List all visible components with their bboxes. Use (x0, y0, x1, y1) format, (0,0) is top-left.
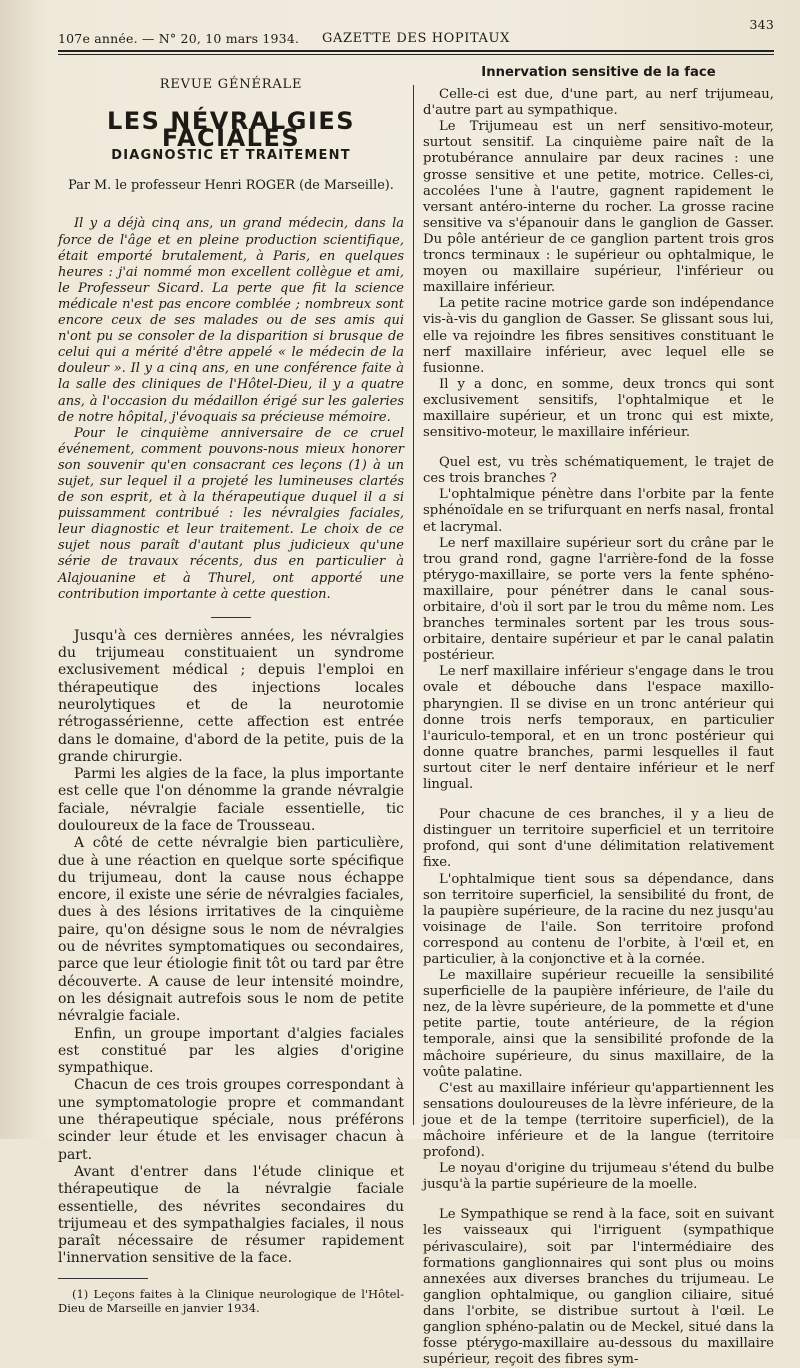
header-rule-thin (58, 54, 774, 55)
paragraph-gap (423, 441, 774, 455)
body-paragraph: Celle-ci est due, d'une part, au nerf trijumeau, d'autre part au sympathique. (423, 87, 774, 119)
issue-info: 107e année. — N° 20, 10 mars 1934. (58, 31, 300, 46)
intro-paragraph: Il y a déjà cinq ans, un grand médecin, dans la force de l'âge et en pleine production scientifique, était emporté brutalement, à Paris, en quelques heures : j'ai nommé mon excellent collègue et ami, le Professeur Sicard. La perte que fit la science médicale n'est pas encore comblée ; nombreux sont encore ceux de ses malades ou de ses amis qui n'ont pu se consoler de la disparition si brusque de celui qui a mérité d'être appelé « le médecin de la douleur ». Il y a cinq ans, en une conférence faite à la salle des cliniques de l'Hôtel-Dieu, il y a quatre ans, à l'occasion du médaillon érigé sur les galeries de notre hôpital, j'évoquais sa précieuse mémoire. (58, 216, 404, 425)
paragraph-gap (423, 793, 774, 807)
body-paragraph: Le nerf maxillaire supérieur sort du crâne par le trou grand rond, gagne l'arrière-fond de la fosse ptérygo-maxillaire, se porte vers la fente sphéno-maxillaire, pour pénétrer dans le canal sous-orbitaire, d'où il sort par le trou du même nom. Les branches terminales sortent par les trous sous-orbitaire, dentaire supérieur et par le canal palatin postérieur. (423, 535, 774, 664)
body-paragraph: Jusqu'à ces dernières années, les névralgies du trijumeau constituaient un syndrome exclusivement médical ; depuis l'emploi en thérapeutique des injections locales neurolytiques et de la neurotomie rétrogassérienne, cette affection est entrée dans le domaine, d'abord de la petite, puis de la grande chirurgie. (58, 627, 404, 765)
section-divider (211, 617, 251, 618)
dedication-intro (58, 216, 404, 602)
body-paragraph: Le noyau d'origine du trijumeau s'étend du bulbe jusqu'à la partie supérieure de la moelle. (423, 1161, 774, 1193)
left-column (58, 59, 413, 1368)
body-paragraph: Le Sympathique se rend à la face, soit en suivant les vaisseaux qui l'irriguent (sympathique périvasculaire), soit par l'intermédiaire des formations ganglionnaires qui sont plus ou moins annexées aux diverses branches du trijumeau. Le ganglion ophtalmique, ou ganglion ciliaire, situé dans l'orbite, se distribue surtout à l'œil. Le ganglion sphéno-palatin ou de Meckel, situé dans la fosse ptérygo-maxillaire au-dessous du maxillaire supérieur, reçoit des fibres sym- (423, 1207, 774, 1368)
article-title: LES NÉVRALGIES FACIALES (106, 107, 356, 152)
journal-name: GAZETTE DES HOPITAUX (322, 31, 510, 46)
body-paragraph: L'ophtalmique tient sous sa dépendance, dans son territoire superficiel, la sensibilité du front, de la paupière supérieure, de la racine du nez jusqu'au voisinage de l'aile. Son territoire profond correspond au contenu de l'orbite, à l'œil et, en particulier, à la conjonctive et à la cornée. (423, 871, 774, 967)
page-number: 343 (749, 17, 774, 32)
body-paragraph: Parmi les algies de la face, la plus importante est celle que l'on dénomme la grande névralgie faciale, névralgie faciale essentielle, tic douloureux de la face de Trousseau. (58, 766, 404, 834)
intro-paragraph: Pour le cinquième anniversaire de ce cruel événement, comment pouvons-nous mieux honorer son souvenir qu'en consacrant ces leçons (1) à un sujet, sur lequel il a projeté les lumineuses clartés de son esprit, et à la thérapeutique duquel il a si puissamment contribué : les névralgies faciales, leur diagnostic et leur traitement. Le choix de ce sujet nous paraît d'autant plus judicieux qu'une série de travaux récents, dus en particulier à Alajouanine et à Thurel, ont apporté une contribution importante à cette question. (58, 425, 404, 602)
article-subtitle: DIAGNOSTIC ET TRAITEMENT (111, 147, 351, 163)
right-column (414, 59, 774, 1368)
paragraph-gap (423, 1193, 774, 1207)
body-paragraph: Pour chacune de ces branches, il y a lieu de distinguer un territoire superficiel et un territoire profond, qui sont d'une délimitation relativement fixe. (423, 807, 774, 871)
running-header (58, 18, 774, 48)
body-paragraph: A côté de cette névralgie bien particulière, due à une réaction en quelque sorte spécifique du trijumeau, dont la cause nous échappe encore, il existe une série de névralgies faciales, dues à des lésions irritatives de la cinquième paire, qu'on désigne sous le nom de névralgies ou de névrites symptomatiques ou secondaires, parce que leur étiologie finit tôt ou tard par être découverte. A cause de leur intensité moindre, on les désignait autrefois sous le nom de petite névralgie faciale. (58, 835, 404, 1025)
introduction-body (58, 628, 404, 1268)
body-paragraph: Quel est, vu très schématiquement, le trajet de ces trois branches ? (423, 455, 774, 487)
body-paragraph: Enfin, un groupe important d'algies faciales est constitué par les algies d'origine sympathique. (58, 1025, 404, 1077)
body-paragraph: Il y a donc, en somme, deux troncs qui sont exclusivement sensitifs, l'ophtalmique et le maxillaire supérieur, et un tronc qui est mixte, sensitivo-moteur, le maxillaire inférieur. (423, 376, 774, 441)
author-byline: Par M. le professeur Henri ROGER (de Marseille). (68, 178, 394, 194)
section-title: Innervation sensitive de la face (481, 65, 716, 80)
body-paragraph: Le Trijumeau est un nerf sensitivo-moteur, surtout sensitif. La cinquième paire naît de la protubérance annulaire par deux racines : une grosse sensitive et une petite, motrice. Celles-ci, accolées l'une à l'autre, gagnent rapidement le versant antéro-interne du rocher. La grosse racine sensitive va s'épanouir dans le ganglion de Gasser. Du pôle antérieur de ce ganglion partent trois gros troncs terminaux : le supérieur ou ophtalmique, le moyen ou maxillaire supérieur, l'inférieur ou maxillaire inférieur. (423, 119, 774, 296)
body-paragraph: La petite racine motrice garde son indépendance vis-à-vis du ganglion de Gasser. Se glissant sous lui, elle va rejoindre les fibres sensitives constituant le nerf maxillaire inférieur, avec lequel elle se fusionne. (423, 296, 774, 376)
body-paragraph: Chacun de ces trois groupes correspondant à une symptomatologie propre et commandant une thérapeutique spéciale, nous préférons scinder leur étude et les envisager chacun à part. (58, 1077, 404, 1163)
body-paragraph: Le maxillaire supérieur recueille la sensibilité superficielle de la paupière inférieure, de l'aile du nez, de la lèvre supérieure, de la pommette et d'une petite partie, toute antérieure, de la région temporale, ainsi que la sensibilité profonde de la mâchoire supérieure, du sinus maxillaire, de la voûte palatine. (423, 968, 774, 1080)
header-rule (58, 50, 774, 52)
body-paragraph: Avant d'entrer dans l'étude clinique et thérapeutique de la névralgie faciale essentielle, des névrites secondaires du trijumeau et des sympathalgies faciales, il nous paraît nécessaire de résumer rapidement l'innervation sensitive de la face. (58, 1163, 404, 1267)
body-paragraph: C'est au maxillaire inférieur qu'appartiennent les sensations douloureuses de la lèvre inférieure, de la joue et de la tempe (territoire superficiel), de la mâchoire inférieure et de la langue (territoire profond). (423, 1080, 774, 1161)
body-paragraph: L'ophtalmique pénètre dans l'orbite par la fente sphénoïdale en se trifurquant en nerfs nasal, frontal et lacrymal. (423, 487, 774, 535)
footnote: (1) Leçons faites à la Clinique neurologique de l'Hôtel-Dieu de Marseille en janvier 1934. (58, 1286, 404, 1315)
footnote-rule (58, 1278, 148, 1279)
body-paragraph: Le nerf maxillaire inférieur s'engage dans le trou ovale et débouche dans l'espace maxillo-pharyngien. Il se divise en un tronc antérieur qui donne trois nerfs temporaux, en particulier l'auriculo-temporal, et en un tronc postérieur qui donne quatre branches, parmi lesquelles il faut surtout citer le nerf dentaire inférieur et le nerf lingual. (423, 664, 774, 793)
section-rubric: REVUE GÉNÉRALE (159, 77, 303, 92)
two-column-body (58, 59, 774, 1368)
